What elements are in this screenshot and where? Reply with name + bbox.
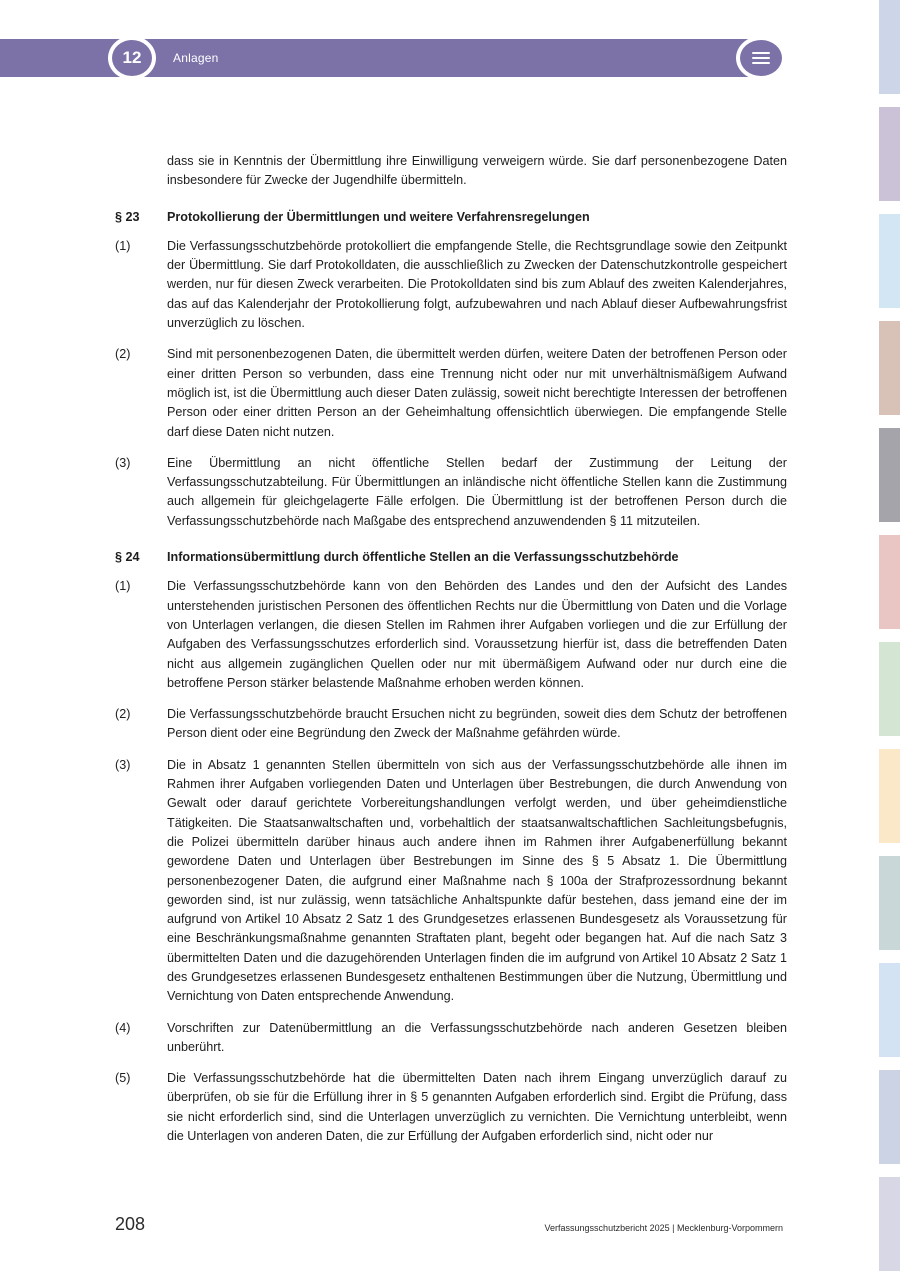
chapter-tab-8[interactable]: [879, 749, 900, 843]
chapter-title: Anlagen: [173, 51, 219, 65]
paragraph-text: Die Verfassungsschutzbehörde hat die übermittelten Daten nach ihrem Eingang unverzüglich darauf zu überprüfen, ob sie für die Erfüllung ihrer in § 5 genannten Aufgaben erforderlich sind. Ergibt die Prüfung, dass sie nicht erforderlich sind, sind die Unterlagen unverzüglich zu vernichten. Die Vernichtung unterbleibt, wenn die Unterlagen von anderen Daten, die zur Erfüllung der Aufgaben erforderlich sind, nicht oder nur: [167, 1071, 787, 1144]
section-heading: [115, 548, 787, 567]
paragraph: [115, 1069, 787, 1146]
paragraph: [115, 454, 787, 531]
paragraph-number: (3): [115, 455, 131, 470]
chapter-tab-5[interactable]: [879, 428, 900, 522]
paragraph-text: Sind mit personenbezogenen Daten, die übermittelt werden dürfen, weitere Daten der betroffenen Person oder einer dritten Person so verbunden, dass eine Trennung nicht oder nur mit unverhältnismäßigem Aufwand möglich ist, ist die Übermittlung auch dieser Daten zulässig, soweit nicht berechtigte Interessen der betroffenen Person oder einer dritten Person an der Geheimhaltung offensichtlich überwiegen. Die empfangende Stelle darf diese Daten nicht nutzen.: [167, 347, 787, 439]
hamburger-menu-icon-line: [752, 57, 770, 59]
chapter-tab-2[interactable]: [879, 107, 900, 201]
paragraph-number: (3): [115, 757, 131, 772]
hamburger-menu-icon: [752, 52, 770, 54]
hamburger-menu-icon-line: [752, 62, 770, 64]
section-heading: [115, 208, 787, 227]
chapter-tab-1[interactable]: [879, 0, 900, 94]
section-title: Informationsübermittlung durch öffentliche Stellen an die Verfassungsschutzbehörde: [167, 550, 679, 565]
intro-text: dass sie in Kenntnis der Übermittlung ihre Einwilligung verweigern würde. Sie darf personenbezogene Daten insbesondere für Zwecke der Jugendhilfe übermitteln.: [167, 154, 787, 188]
chapter-tab-6[interactable]: [879, 535, 900, 629]
paragraph-number: (1): [115, 238, 131, 253]
document-body: [115, 152, 787, 1158]
paragraph: [115, 1019, 787, 1058]
paragraph-text: Die Verfassungsschutzbehörde braucht Ersuchen nicht zu begründen, soweit dies dem Schutz der betroffenen Person dient oder eine Begründung den Zweck der Maßnahme gefährden würde.: [167, 707, 787, 741]
intro-paragraph: [115, 152, 787, 191]
paragraph-text: Die Verfassungsschutzbehörde kann von den Behörden des Landes und den der Aufsicht des Landes unterstehenden juristischen Personen des öffentlichen Rechts nur die Übermittlung von Daten und die Vorlage von Unterlagen verlangen, die diesen Stellen im Rahmen ihrer Aufgaben vorliegen und die zur Erfüllung der Aufgaben des Verfassungsschutzes erforderlich sind. Voraussetzung hierfür ist, dass die betreffenden Daten nicht aus allgemein zugänglichen Quellen oder nur mit übermäßigem Aufwand oder nur durch eine die betroffene Person stärker belastende Maßnahme erhoben werden können.: [167, 579, 787, 690]
paragraph: [115, 345, 787, 441]
paragraph-number: (2): [115, 707, 131, 722]
paragraph: [115, 705, 787, 744]
chapter-tab-7[interactable]: [879, 642, 900, 736]
paragraph-text: Vorschriften zur Datenübermittlung an die Verfassungsschutzbehörde nach anderen Gesetzen bleiben unberührt.: [167, 1020, 787, 1054]
page-number: 208: [115, 1214, 146, 1234]
chapter-tab-12[interactable]: [879, 1177, 900, 1271]
chapter-tab-strip: [879, 0, 900, 1272]
chapter-tab-9[interactable]: [879, 856, 900, 950]
chapter-tab-10[interactable]: [879, 963, 900, 1057]
chapter-number-badge: 12: [108, 36, 156, 80]
paragraph: [115, 756, 787, 1007]
paragraph-number: (5): [115, 1071, 131, 1086]
chapter-tab-11[interactable]: [879, 1070, 900, 1164]
paragraph-number: (1): [115, 579, 131, 594]
paragraph-text: Die in Absatz 1 genannten Stellen übermitteln von sich aus der Verfassungsschutzbehörde alle ihnen im Rahmen ihrer Aufgaben vorliegenden Daten und Unterlagen über Bestrebungen, die durch Anwendung von Gewalt oder darauf gerichtete Vorbereitungshandlungen verfolgt werden, und über geheimdienstliche Tätigkeiten. Die Staatsanwaltschaften und, vorbehaltlich der staatsanwaltschaftlichen Sachleitungsbefugnis, die Polizei übermitteln darüber hinaus auch andere ihnen im Rahmen ihrer Aufgabenerfüllung bekannt gewordene Daten und Unterlagen über Bestrebungen im Sinne des § 5 Absatz 1. Die Übermittlung personenbezogener Daten, die aufgrund einer Maßnahme nach § 100a der Strafprozessordnung bekannt geworden sind, ist nur zulässig, wenn tatsächliche Anhaltspunkte dafür bestehen, dass jemand eine der im aufgrund von Artikel 10 Absatz 2 Satz 1 des Grundgesetzes erlassenen Bundesgesetz als Voraussetzung für eine Beschränkungsmaßnahme genannten Straftaten plant, begeht oder begangen hat. Auf die nach Satz 3 übermittelten Daten und die dazugehörenden Unterlagen finden die im aufgrund von Artikel 10 Absatz 2 Satz 1 des Grundgesetzes erlassenen Bundesgesetz enthaltenen Bestimmungen über die Nutzung, Übermittlung und Vernichtung von Daten entsprechende Anwendung.: [167, 757, 787, 1004]
paragraph-number: (4): [115, 1020, 131, 1035]
chapter-tab-4[interactable]: [879, 321, 900, 415]
chapter-tab-3[interactable]: [879, 214, 900, 308]
menu-button[interactable]: [736, 36, 786, 80]
section-number: § 23: [115, 209, 140, 224]
paragraph-number: (2): [115, 347, 131, 362]
paragraph-text: Die Verfassungsschutzbehörde protokolliert die empfangende Stelle, die Rechtsgrundlage sowie den Zeitpunkt der Übermittlung. Sie darf Protokolldaten, die ausschließlich zu Zwecken der Datenschutzkontrolle gespeichert werden, nur für diesen Zweck verarbeiten. Die Protokolldaten sind bis zum Ablauf des zweiten Kalenderjahres, das auf das Kalenderjahr der Protokollierung folgt, aufzubewahren und nach Ablauf dieser Aufbewahrungsfrist unverzüglich zu löschen.: [167, 238, 787, 331]
paragraph: [115, 577, 787, 693]
section-number: § 24: [115, 550, 140, 565]
publication-footer: Verfassungsschutzbericht 2025 | Mecklenburg-Vorpommern: [544, 1223, 783, 1233]
paragraph-text: Eine Übermittlung an nicht öffentliche Stellen bedarf der Zustimmung der Leitung der Verfassungsschutzabteilung. Für Übermittlungen an inländische nicht öffentliche Stellen kann die Zustimmung auch allgemein für gleichgelagerte Fälle erfolgen. Die Übermittlung ist der betroffenen Person durch die Verfassungsschutzbehörde nach Maßgabe des entsprechend anzuwendenden § 11 mitzuteilen.: [167, 455, 787, 528]
paragraph: [115, 237, 787, 333]
section-title: Protokollierung der Übermittlungen und weitere Verfahrensregelungen: [167, 209, 590, 224]
